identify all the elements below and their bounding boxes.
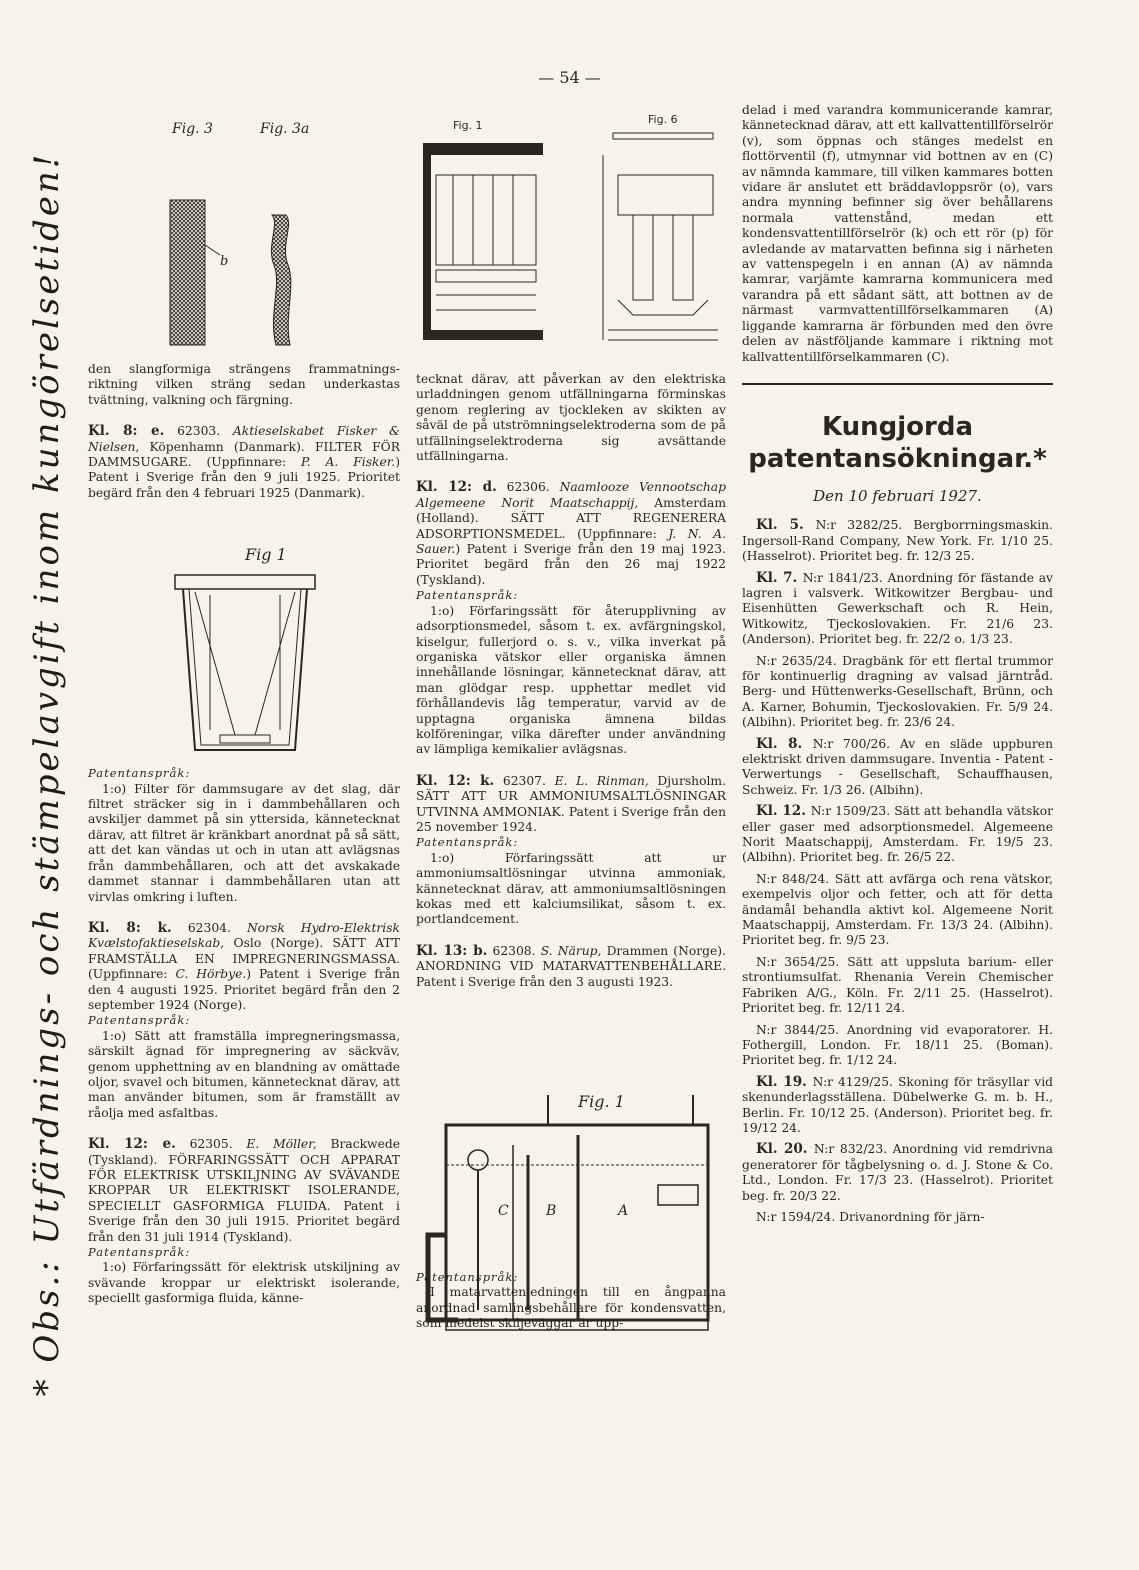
svg-text:B: B bbox=[546, 1203, 557, 1219]
application-text: N:r 848/24. Sätt att avfärga och rena vätskor, exempelvis oljor och fetter, och att för detta ändamål behandla aktivt kol. Algemeene Norit Maatschappij, Amsterdam. Fr. 13/3 24. (Albihn). Prioritet beg. fr. 9/5 23. bbox=[742, 871, 1053, 948]
application-text: N:r 700/26. Av en släde uppburen elektriskt driven dammsugare. Inventia - Patent - Verwertungs - Gesellschaft, Schauffhausen, Schweiz. Fr. 1/3 26. (Albihn). bbox=[742, 736, 1053, 797]
entry-62304: Kl. 8: k. 62304. Norsk Hydro-Elektrisk Kvælstofaktieselskab, Oslo (Norge). SÄTT ATT FRAMSTÄLLA EN IMPREGNERINGSMASSA. (Uppfinnare: C. Hörbye.) Patent i Sverige från den 4 augusti 1925. Prioritet begärd från den 2 september 1924 (Norge). Patentanspråk: 1:o) Sätt att framställa impregneringsmassa, särskilt ägnad för impregnering av säckväv, genom upphettning av en blandning av omättade oljor, svavel och bitumen, kännetecknat därav, att man använder bitumen, som är framställt av råolja med asfaltbas. bbox=[88, 919, 400, 1120]
figure-electrodes bbox=[418, 115, 728, 355]
section-heading: Kungjorda patentansökningar.* bbox=[748, 411, 1047, 474]
application-entry bbox=[742, 955, 1053, 1017]
fig3-label: Fig. 3 bbox=[172, 121, 213, 137]
application-text: N:r 3282/25. Bergborrningsmaskin. Ingersoll-Rand Company, New York. Fr. 1/10 25. (Hasselrot). Prioritet beg. fr. 12/3 25. bbox=[742, 518, 1053, 564]
class-label: Kl. 19. bbox=[756, 1073, 813, 1090]
divider bbox=[742, 383, 1053, 385]
side-note: * Obs.: Utfärdnings- och stämpelavgift inom kungörelsetiden! bbox=[27, 151, 67, 1397]
fig6-label: Fig. 6 bbox=[648, 115, 678, 126]
application-entry bbox=[742, 872, 1053, 949]
col1-intro: den slangformiga strängens frammatnings-riktning vilken sträng sedan underkastas tvättning, valkning och färgning. bbox=[88, 362, 400, 407]
application-entry bbox=[742, 518, 1053, 564]
application-entry bbox=[742, 1142, 1053, 1204]
class-label: Kl. 8. bbox=[756, 735, 813, 752]
entry-62303: Kl. 8: e. 62303. Aktieselskabet Fisker & Nielsen, Köpenhamn (Danmark). FILTER FÖR DAMMSUGARE. (Uppfinnare: P. A. Fisker.) Patent i Sverige från den 9 juli 1925. Prioritet begärd från den 4 februari 1925 (Danmark). Patentanspråk: 1:o) Filter för dammsugare av det slag, där filtret sträcker sig in i dammbehållaren och avskiljer dammet på sin yttersida, kännetecknat därav, att filtret är kränkbart anordnat på så sätt, att det kan vändas ut och in utan att avlägsnas från dammbehållaren, och att det avskakade dammet stannar i dammbehållaren utan att virvlas omkring i luften. bbox=[88, 423, 400, 904]
fig-tank-label: Fig. 1 bbox=[578, 1092, 625, 1111]
figure-3 bbox=[150, 115, 350, 350]
col2-intro: tecknat därav, att påverkan av den elektriska urladdningen genom utfällningarna förminskas genom reglering av tjockleken av skikten av såväl de på utströmningselektroderna som de på utfällningselektroderna sig avsättande utfällningarna. bbox=[416, 372, 726, 464]
class-label: Kl. 7. bbox=[756, 569, 803, 586]
svg-text:A: A bbox=[618, 1203, 629, 1219]
fig3-b-label: b bbox=[220, 254, 229, 269]
entry-62305: Kl. 12: e. 62305. E. Möller, Brackwede (Tyskland). FÖRFARINGSSÄTT OCH APPARAT FÖR ELEKTRISK UTSKILJNING AV SVÄVANDE KROPPAR UR ELEKTRISKT ISOLERANDE, SPECIELLT GASFORMIGA FLUIDA. Patent i Sverige från den 30 juli 1915. Prioritet begärd från den 31 juli 1914 (Tyskland). Patentanspråk: 1:o) Förfaringssätt för elektrisk utskiljning av svävande kroppar ur elektriskt isolerande, speciellt gasformiga fluida, känne- bbox=[88, 1136, 400, 1306]
application-text: N:r 1509/23. Sätt att behandla vätskor eller gaser med adsorptionsmedel. Algemeene Norit Maatschappij, Amsterdam. Fr. 19/5 23. (Albihn). Prioritet beg. fr. 26/5 22. bbox=[742, 804, 1053, 865]
applications-list bbox=[742, 518, 1053, 1225]
fig1-label: Fig. 1 bbox=[453, 119, 483, 132]
application-entry bbox=[742, 737, 1053, 799]
entry-62306: Kl. 12: d. 62306. Naamlooze Vennootschap Algemeene Norit Maatschappij, Amsterdam (Holland). SÄTT ATT REGENERERA ADSORPTIONSMEDEL. (Uppfinnare: J. N. A. Sauer.) Patent i Sverige från den 19 maj 1923. Prioritet begärd från den 26 maj 1922 (Tyskland). Patentanspråk: 1:o) Förfaringssätt för återupplivning av adsorptionsmedel, såsom t. ex. avfärgningskol, kiselgur, fullerjord o. s. v., vilka inverkat på organiska vätskor eller organiska ämnen innehållande lösningar, kännetecknat därav, att man glödgar resp. upphettar medlet vid förhållandevis låg temperatur, varvid av de upptagna organiska ämnena bildas kolföreningar, vilka därefter under användning av lämpliga kemikalier avlägsnas. bbox=[416, 479, 726, 757]
page-number: — 54 — bbox=[538, 68, 601, 87]
application-entry bbox=[742, 1210, 1053, 1225]
application-entry bbox=[742, 1075, 1053, 1137]
application-entry bbox=[742, 571, 1053, 648]
application-text: N:r 3654/25. Sätt att uppsluta barium- eller strontiumsulfat. Rhenania Verein Chemischer Fabriken A/G., Köln. Fr. 2/11 25. (Hasselrot). Prioritet beg. fr. 12/11 24. bbox=[742, 954, 1053, 1016]
application-text: N:r 1841/23. Anordning för fästande av lagren i valsverk. Witkowitzer Bergbau- und Eisenhütten Gewerkschaft och R. Hein, Witkowitz, Tjeckoslovakien. Fr. 21/6 23. (Anderson). Prioritet beg. fr. 22/2 o. 1/3 23. bbox=[742, 570, 1053, 647]
fig-vac-label: Fig 1 bbox=[245, 545, 287, 564]
entry-62308: Kl. 13: b. 62308. S. Närup, Drammen (Norge). ANORDNING VID MATARVATTENBEHÅLLARE. Patent i Sverige från den 3 augusti 1923. Patentanspråk: I matarvattenledningen till en ångpanna anordnad samlingsbehållare för kondensvatten, som medelst skiljeväggar är upp- bbox=[416, 942, 726, 1331]
svg-text:C: C bbox=[498, 1203, 509, 1219]
col3-intro: delad i med varandra kommunicerande kamrar, kännetecknad därav, att ett kallvattentillförselrör (v), som öppnas och stänges medelst en flottörventil (f), utmynnar vid bottnen av en (C) av nämnda kammare, till vilken kammares botten vidare är anslutet ett bräddavloppsrör (o), vars andra mynning befinner sig över behållarens normala vattenstånd, medan ett kondensvattentillförselrör (k) och ett rör (p) för avledande av matarvatten befinna sig i närheten av vattenspegeln i en annan (A) av nämnda kamrar, varjämte kamrarna kommunicera med varandra på ett sådant sätt, att bottnen av de närmast varmvattentillförselkammaren (A) liggande kamrarna är förbunden med den övre delen av nästföljande kammare i riktning mot kallvattentillförselkammaren (C). bbox=[742, 103, 1053, 364]
column-1 bbox=[88, 362, 400, 1323]
application-entry bbox=[742, 1023, 1053, 1069]
class-label: Kl. 12. bbox=[756, 803, 811, 820]
entry-62307: Kl. 12: k. 62307. E. L. Rinman, Djursholm. SÄTT ATT UR AMMONIUMSALTLÖSNINGAR UTVINNA AMMONIAK. Patent i Sverige från den 25 november 1924. Patentanspråk: 1:o) Förfaringssätt att ur ammoniumsaltlösningar utvinna ammoniak, kännetecknat därav, att ammoniumsaltlösningen kokas med ett kalciumsilikat, såsom t. ex. portlandcement. bbox=[416, 772, 726, 927]
fig3a-label: Fig. 3a bbox=[260, 121, 310, 137]
application-text: N:r 2635/24. Dragbänk för ett flertal trummor för kontinuerlig dragning av valsad järntråd. Berg- und Hüttenwerks-Gesellschaft, Brünn, och A. Karner, Bohumin, Tjeckoslovakien. Fr. 5/9 24. (Albihn). Prioritet beg. fr. 23/6 24. bbox=[742, 653, 1053, 730]
section-date: Den 10 februari 1927. bbox=[813, 486, 982, 505]
kl: Kl. 8: e. bbox=[88, 423, 165, 440]
column-2 bbox=[416, 372, 726, 1348]
application-text: N:r 1594/24. Drivanordning för järn- bbox=[756, 1209, 985, 1224]
class-label: Kl. 5. bbox=[756, 517, 816, 534]
column-3 bbox=[742, 103, 1053, 1231]
class-label: Kl. 20. bbox=[756, 1141, 814, 1158]
application-text: N:r 4129/25. Skoning för träsyllar vid skenunderlagsställena. Dübelwerke G. m. b. H., Berlin. Fr. 10/12 25. (Anderson). Prioritet beg. fr. 19/12 24. bbox=[742, 1074, 1053, 1135]
application-text: N:r 832/23. Anordning vid remdrivna generatorer för tågbelysning o. d. J. Stone & Co. Ltd., London. Fr. 17/3 23. (Hasselrot). Prioritet beg. fr. 20/3 22. bbox=[742, 1142, 1053, 1203]
application-entry bbox=[742, 804, 1053, 866]
application-entry bbox=[742, 654, 1053, 731]
application-text: N:r 3844/25. Anordning vid evaporatorer. H. Fothergill, London. Fr. 18/11 25. (Boman). Prioritet beg. fr. 1/12 24. bbox=[742, 1022, 1053, 1068]
